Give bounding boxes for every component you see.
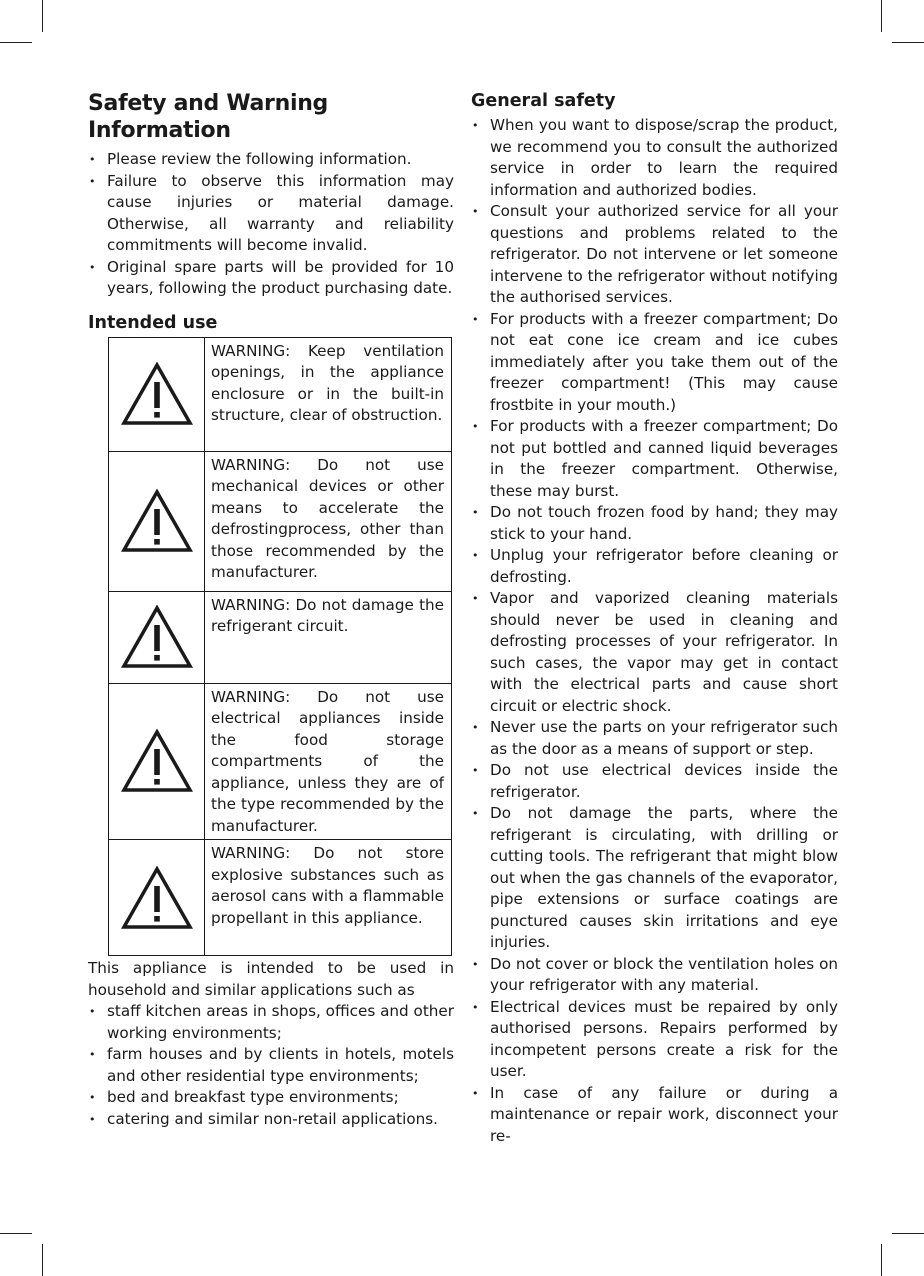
list-item: • Unplug your refrigerator before cleaning or defrosting.	[471, 545, 838, 588]
list-item: • farm houses and by clients in hotels, motels and other residential type environments;	[88, 1044, 454, 1087]
right-column	[471, 88, 838, 1147]
list-item: • When you want to dispose/scrap the product, we recommend you to consult the authorized service in order to learn the required information and authorized bodies.	[471, 115, 838, 201]
list-item: • Original spare parts will be provided for 10 years, following the product purchasing date.	[88, 257, 454, 300]
crop-mark	[892, 42, 924, 43]
crop-mark	[881, 1244, 882, 1276]
warning-table	[108, 337, 452, 957]
intended-use-heading: Intended use	[88, 312, 218, 333]
warning-triangle-icon	[121, 866, 193, 930]
crop-mark	[881, 0, 882, 32]
warning-text: WARNING: Do not use electrical appliances inside the food storage compartments of the appliance, unless they are of the type recommended by the manufacturer.	[205, 683, 452, 840]
warning-triangle-icon	[121, 362, 193, 426]
list-item: • For products with a freezer compartment; Do not eat cone ice cream and ice cubes immediately after you take them out of the freezer compartment! (This may cause frostbite in your mouth.)	[471, 309, 838, 417]
list-item: • Please review the following information.	[88, 149, 454, 171]
warning-triangle-icon	[121, 605, 193, 669]
warning-icon-cell	[109, 451, 205, 591]
list-item: • Do not cover or block the ventilation holes on your refrigerator with any material.	[471, 954, 838, 997]
warning-text: WARNING: Do not store explosive substances such as aerosol cans with a flammable propellant in this appliance.	[205, 840, 452, 956]
crop-mark	[0, 1233, 32, 1234]
warning-row	[109, 683, 452, 840]
warning-icon-cell	[109, 683, 205, 840]
warning-row	[109, 451, 452, 591]
list-item: • catering and similar non-retail applications.	[88, 1109, 454, 1131]
list-item: • Electrical devices must be repaired by only authorised persons. Repairs performed by incompetent persons create a risk for the user.	[471, 997, 838, 1083]
list-item: • In case of any failure or during a maintenance or repair work, disconnect your re-	[471, 1083, 838, 1148]
page-title: Safety and Warning Information	[88, 91, 329, 143]
warning-row	[109, 840, 452, 956]
warning-text: WARNING: Keep ventilation openings, in the appliance enclosure or in the built-in structure, clear of obstruction.	[205, 337, 452, 451]
warning-triangle-icon	[121, 729, 193, 793]
crop-mark	[0, 42, 32, 43]
list-item: • Consult your authorized service for all your questions and problems related to the refrigerator. Do not intervene or let someone intervene to the refrigerator without notifying the authorised services.	[471, 201, 838, 309]
list-item: • Do not damage the parts, where the refrigerant is circulating, with drilling or cutting tools. The refrigerant that might blow out when the gas channels of the evaporator, pipe extensions or surface coatings are punctured causes skin irritations and eye injuries.	[471, 803, 838, 954]
warning-row	[109, 591, 452, 683]
list-item: • Do not touch frozen food by hand; they may stick to your hand.	[471, 502, 838, 545]
list-item: • Do not use electrical devices inside the refrigerator.	[471, 760, 838, 803]
list-item: • bed and breakfast type environments;	[88, 1087, 454, 1109]
warning-icon-cell	[109, 337, 205, 451]
intro-list	[88, 149, 454, 300]
general-safety-heading: General safety	[471, 91, 616, 111]
general-safety-list	[471, 115, 838, 1147]
crop-mark	[42, 1244, 43, 1276]
left-column	[88, 88, 454, 1130]
warning-icon-cell	[109, 591, 205, 683]
warning-row	[109, 337, 452, 451]
crop-mark	[892, 1233, 924, 1234]
warning-icon-cell	[109, 840, 205, 956]
intended-use-text: This appliance is intended to be used in household and similar applications such as	[88, 959, 454, 999]
crop-mark	[42, 0, 43, 32]
warning-triangle-icon	[121, 489, 193, 553]
warning-text: WARNING: Do not use mechanical devices or other means to accelerate the defrostingprocess, other than those recommended by the manufacturer.	[205, 451, 452, 591]
list-item: • Failure to observe this information may cause injuries or material damage. Otherwise, all warranty and reliability commitments will become invalid.	[88, 171, 454, 257]
list-item: • For products with a freezer compartment; Do not put bottled and canned liquid beverages in the freezer compartment. Otherwise, these may burst.	[471, 416, 838, 502]
use-list	[88, 1001, 454, 1130]
list-item: • Never use the parts on your refrigerator such as the door as a means of support or step.	[471, 717, 838, 760]
list-item: • staff kitchen areas in shops, offices and other working environments;	[88, 1001, 454, 1044]
warning-text: WARNING: Do not damage the refrigerant circuit.	[205, 591, 452, 683]
list-item: • Vapor and vaporized cleaning materials should never be used in cleaning and defrosting processes of your refrigerator. In such cases, the vapor may get in contact with the electrical parts and cause short circuit or electric shock.	[471, 588, 838, 717]
